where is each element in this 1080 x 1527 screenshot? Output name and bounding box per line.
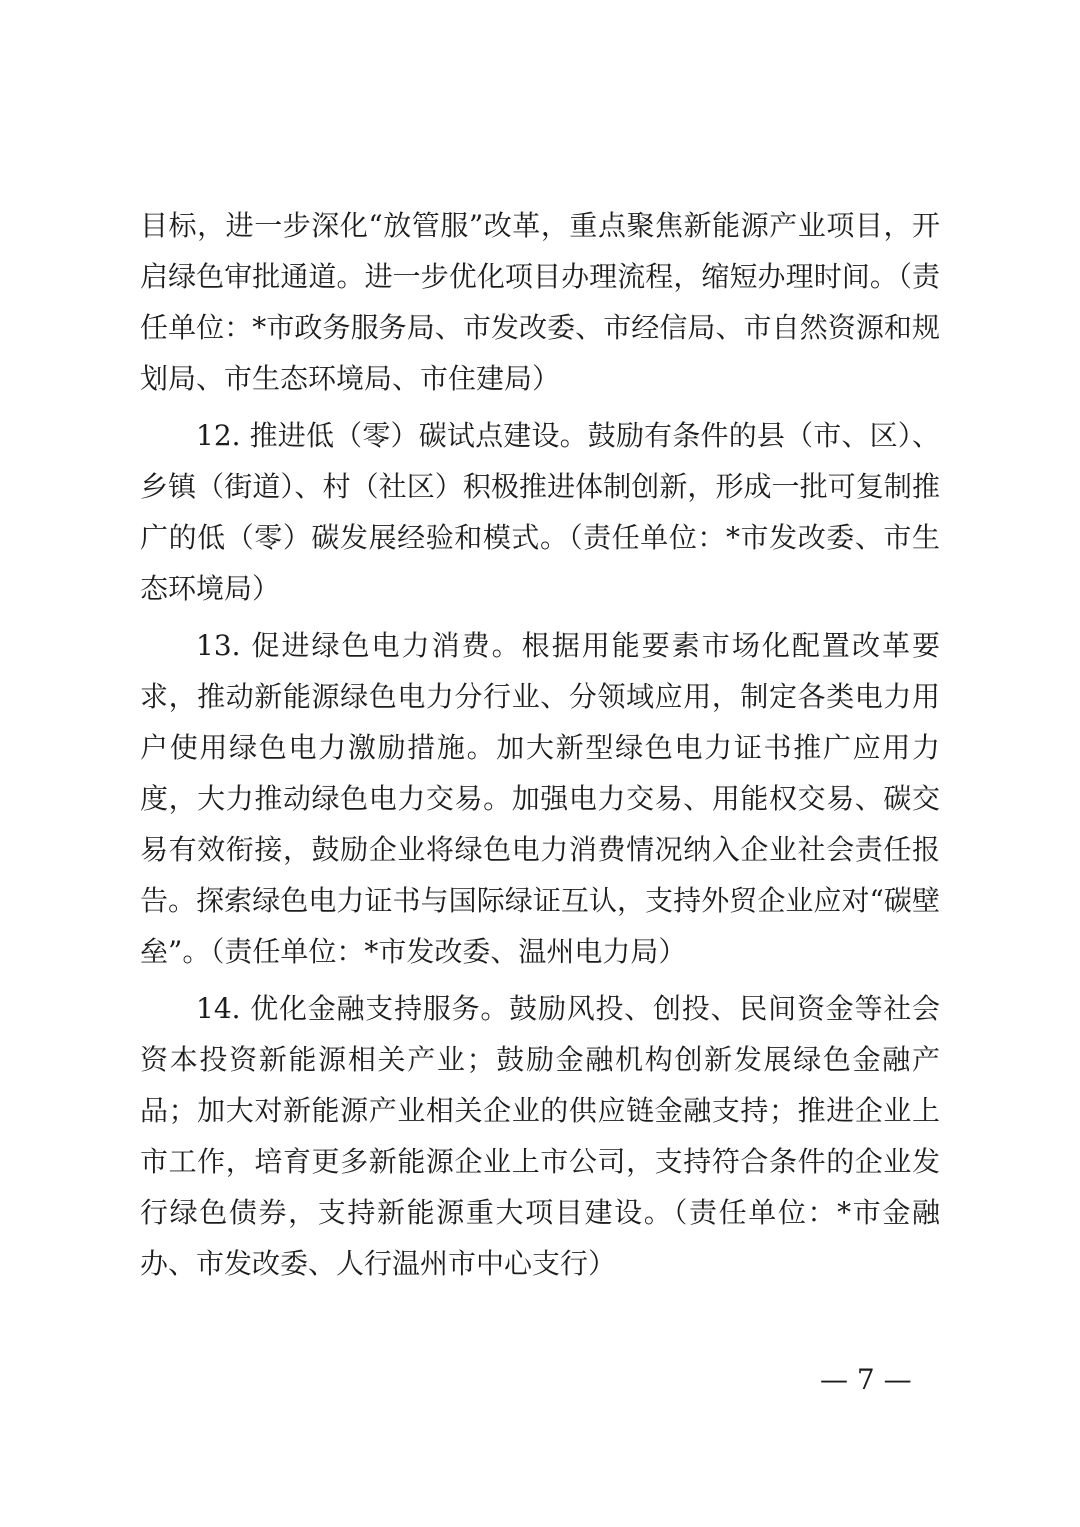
paragraph-item-13: 13. 促进绿色电力消费。根据用能要素市场化配置改革要求，推动新能源绿色电力分行业、分领域应用，制定各类电力用户使用绿色电力激励措施。加大新型绿色电力证书推广应用力度，大力推动绿色电力交易。加强电力交易、用能权交易、碳交易有效衔接，鼓励企业将绿色电力消费情况纳入企业社会责任报告。探索绿色电力证书与国际绿证互认，支持外贸企业应对“碳壁垒”。（责任单位：*市发改委、温州电力局） xyxy=(140,629,940,968)
body-text xyxy=(140,200,940,1289)
page-number: — 7 — xyxy=(820,1363,912,1396)
paragraph-continuation: 目标，进一步深化“放管服”改革，重点聚焦新能源产业项目，开启绿色审批通道。进一步优化项目办理流程，缩短办理时间。（责任单位：*市政务服务局、市发改委、市经信局、市自然资源和规划局、市生态环境局、市住建局） xyxy=(140,209,940,395)
paragraph-item-12: 12. 推进低（零）碳试点建设。鼓励有条件的县（市、区）、乡镇（街道）、村（社区）积极推进体制创新，形成一批可复制推广的低（零）碳发展经验和模式。（责任单位：*市发改委、市生态环境局） xyxy=(140,419,940,605)
paragraph-item-14: 14. 优化金融支持服务。鼓励风投、创投、民间资金等社会资本投资新能源相关产业；鼓励金融机构创新发展绿色金融产品；加大对新能源产业相关企业的供应链金融支持；推进企业上市工作，培育更多新能源企业上市公司，支持符合条件的企业发行绿色债券，支持新能源重大项目建设。（责任单位：*市金融办、市发改委、人行温州市中心支行） xyxy=(140,992,940,1280)
